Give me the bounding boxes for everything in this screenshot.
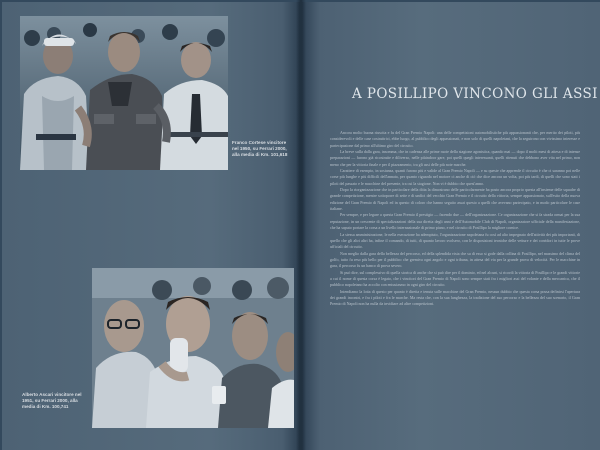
article-body	[330, 130, 580, 430]
book-gutter	[296, 0, 306, 450]
photo-drivers-group	[20, 16, 228, 170]
article-paragraph: Non meglio dalla gara della bellezza del percorso, ed della splendida vista che su di esso si gode dalla collina di Posillipo, nel massimo del clima del golfo, tutto fu reso più bello per il pubblico che gremiva ogni angolo e ogni tribuna, in attesa del via per la grande prova di velocità. Per le macchine in gara, il percorso fu un banco di prova severo.	[330, 250, 580, 269]
article-title: A POSILLIPO VINCONO GLI ASSI	[352, 86, 598, 102]
article-paragraph: Intendiamo la lotta di questo per quanto è diretta e tenuta sulle macchine del Gran Premio, nessun dubbio che questa corsa possa definirsi l'apertura dei grandi incontri, e fra i piloti e fra le marche. Ma resta che, con la sua lunghezza, la tradizione del suo percorso e la bellezza del suo scenario, il Gran Premio di Napoli non ha nulla da invidiare ad altre competizioni.	[330, 288, 580, 307]
article-paragraph: Dopo la riorganizzazione che in particolare della ditta la dimostrano delle particolarmente ha posto ancora proprio questa all'insieme delle squadre di grande competizione, mentre sottoporre di sette e di undici del vecchio Gran Premio e il circuito della vittoria, sempre appassionato, sull'esito della nuova edizione del Gran Premio di Napoli ed in questo di coloro che hanno seguito assai questo a quelli che avevano partecipato, e in modo particolare le case italiane.	[330, 187, 580, 212]
photo-caption-bottom: Alberto Ascari vincitore nel 1951, su Ferrari 2000, alla media di Km. 100,741	[22, 392, 82, 409]
article-paragraph: La breve sulla dalla gara, insomma, che in cadenza alle prime ruote della stagione agonistica, quando mai — dopo il molti mesi di attesa e di intense preparazioni — furono già ricostruite e diliverso, nelle piùindoor gare, poi quelli quegli interessanti, quelli ritenuti che debbono aver vita nel primo, non meno che per la vittoria finale e per il piazzamento, tra gli assi delle più note marche.	[330, 149, 580, 167]
article-paragraph: La stessa amministrazione, le nella esecuzione ha adempiuto, l'organizzazione napoletana fu così ad alto impegnato dell'attività dei più importanti, di quello che gli altri altri ha, infine il comando, di tutti, di quanto lavoro svolsero, con le disposizioni tecniche delle vetture e dei corridori in tutte le prove ufficiali del circuito.	[330, 231, 580, 250]
article-paragraph: Si può dire, sul complessivo di quella storica di anche che si può dire per il dominio, ed nel alcuni, si ricordi la vittoria di Posillipo e le grandi vittorie a cui il nome di questa corsa è legato, che i vincitori del Gran Premio di Napoli sono sempre stati fra i migliori assi del volante e della meccanica, che il pubblico napoletano ha accolto con entusiasmo in ogni giro del circuito.	[330, 269, 580, 288]
article-paragraph: Carattere di esempio, in sostanza, quanti furono più e valide al Gran Premio Napoli — e su queste che apprende il circuito è che ci saranno poi nelle corse più lunghe e più difficili dell'annata, per quanto riguarda nel motore ci anche di ciò che dice ancora un volta, poi più tardi, di quelli che sono stati i piloti del passato e le macchine del presente, tra cui la stagione. Non vi è dubbio che quest'anno.	[330, 168, 580, 186]
photo-crowd	[92, 268, 294, 428]
article-paragraph: Ancora molto buona riuscita e fu del Gran Premio Napoli: una delle competizioni automobilistiche più appassionanti che, per merito dei piloti, più considerevoli e delle case costruttrici, ebbe luogo, al pubblico degli appassionati, e non solo di quelli napoletani, che la seguirono con vivissimo interesse e partecipazione dal primo all'ultimo giro del circuito.	[330, 130, 580, 148]
article-paragraph: Per sempre, e per legare a questa Gran Premio il prestigio — facendo due — dell'organizzazione. Ce organizzazione che si fa strada ormai per la sua reputazione, in un crescente di specializzazioni della sua diretta degli anni e dell'Automobile Club di Napoli, organizzatore ufficiale della manifestazione, che ha saputo portare la corsa a un livello internazionale di primo piano, e nel circuito di Posillipo la migliore cornice.	[330, 212, 580, 231]
photo-caption-top: Franco Cortese vincitore nel 1950, su Ferrari 2000, alla media di Km. 101,618	[232, 140, 288, 157]
